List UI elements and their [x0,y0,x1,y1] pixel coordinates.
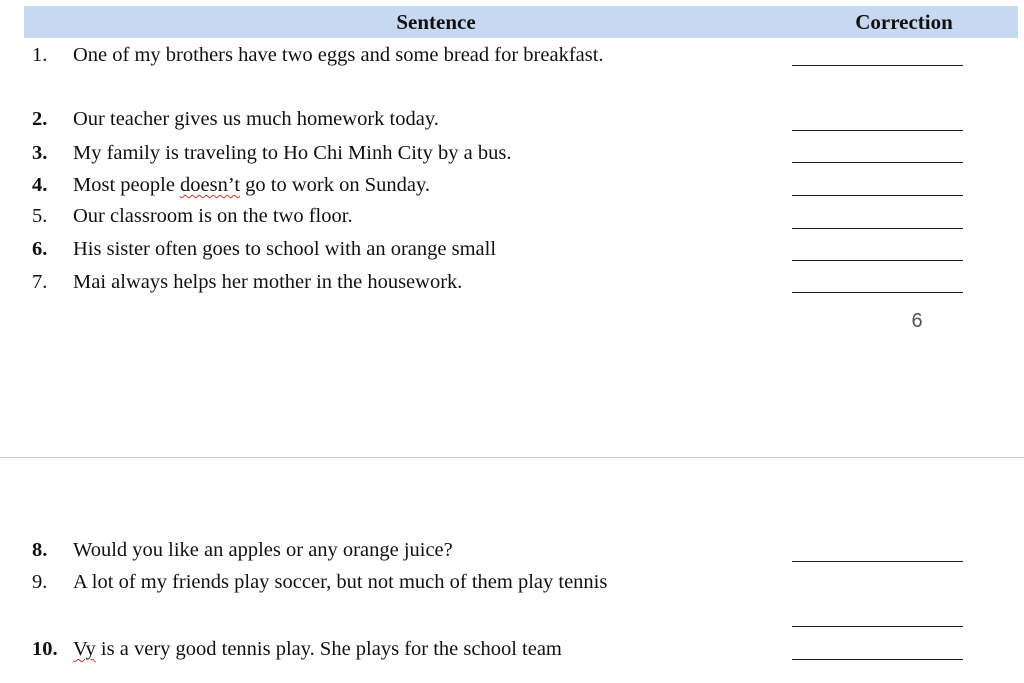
sentence-part: is a very good tennis play. She plays for the school team [95,638,562,660]
item-number: 1. [32,44,48,66]
item-sentence: His sister often goes to school with an orange small [73,238,497,260]
correction-blank[interactable] [792,292,963,293]
correction-blank[interactable] [792,260,963,261]
list-item [32,635,792,663]
page-break-divider [0,457,1024,458]
list-item [32,235,792,263]
table-header [24,6,1018,38]
item-sentence: Our teacher gives us much homework today. [73,108,439,130]
item-sentence: Our classroom is on the two floor. [73,205,353,227]
correction-blank[interactable] [792,659,963,660]
item-sentence: One of my brothers have two eggs and some bread for breakfast. [73,44,604,66]
item-number: 2. [32,108,48,130]
header-sentence: Sentence [396,10,476,34]
list-item [32,41,792,69]
item-number: 7. [32,271,48,293]
item-sentence: Mai always helps her mother in the housework. [73,271,463,293]
spelling-flag: doesn’t [180,174,241,196]
item-number: 8. [32,539,48,561]
correction-blank[interactable] [792,195,963,196]
page-number: 6 [911,310,923,332]
correction-blank[interactable] [792,626,963,627]
list-item [32,268,792,296]
item-sentence [73,635,562,663]
list-item [32,105,792,133]
item-number: 3. [32,142,48,164]
item-number: 9. [32,571,48,593]
list-item [32,171,792,199]
spelling-flag: Vy [73,638,96,660]
list-item [32,139,792,167]
correction-blank[interactable] [792,130,963,131]
item-sentence: My family is traveling to Ho Chi Minh City by a bus. [73,142,512,164]
item-number: 4. [32,174,48,196]
list-item [32,202,792,230]
sentence-part: go to work on Sunday. [240,174,431,196]
item-number: 10. [32,638,58,660]
correction-blank[interactable] [792,561,963,562]
list-item [32,568,792,596]
list-item [32,536,792,564]
item-number: 5. [32,205,48,227]
correction-blank[interactable] [792,162,963,163]
correction-blank[interactable] [792,228,963,229]
header-correction: Correction [855,10,953,34]
item-sentence: Would you like an apples or any orange juice? [73,539,453,561]
item-number: 6. [32,238,48,260]
sentence-part: Most people [73,174,181,196]
correction-blank[interactable] [792,65,963,66]
item-sentence: A lot of my friends play soccer, but not much of them play tennis [73,571,608,593]
item-sentence [73,171,430,199]
